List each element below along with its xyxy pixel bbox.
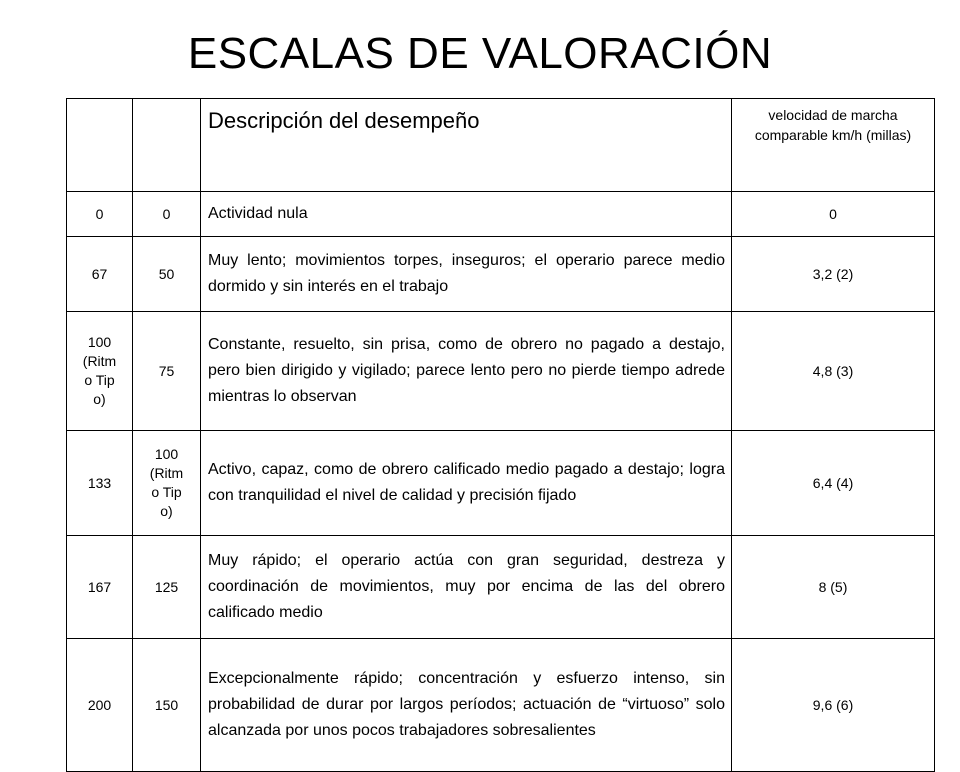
- header-cell-speed: velocidad de marcha comparable km/h (millas): [732, 99, 935, 192]
- table-row: [67, 237, 935, 312]
- cell-scale-a-text: 100 (Ritmo Tipo): [82, 334, 117, 407]
- cell-speed: 4,8 (3): [732, 312, 935, 431]
- cell-scale-a: 0: [67, 192, 133, 237]
- cell-description: Excepcionalmente rápido; concentración y esfuerzo intenso, sin probabilidad de durar por largos períodos; actuación de “virtuoso” solo alcanzada por unos pocos trabajadores sobresalientes: [201, 639, 732, 772]
- header-cell-scale-b: [133, 99, 201, 192]
- cell-description: Constante, resuelto, sin prisa, como de obrero no pagado a destajo, pero bien dirigido y vigilado; parece lento pero no pierde tiempo adrede mientras lo observan: [201, 312, 732, 431]
- table-row: [67, 312, 935, 431]
- cell-speed: 9,6 (6): [732, 639, 935, 772]
- header-cell-description: Descripción del desempeño: [201, 99, 732, 192]
- rating-scale-table: [66, 98, 935, 772]
- cell-speed: 0: [732, 192, 935, 237]
- cell-scale-b: 75: [133, 312, 201, 431]
- cell-description: Actividad nula: [201, 192, 732, 237]
- table-header-row: [67, 99, 935, 192]
- cell-scale-b: 150: [133, 639, 201, 772]
- cell-scale-b: 125: [133, 536, 201, 639]
- table-row: [67, 536, 935, 639]
- cell-scale-b-text: 100 (Ritmo Tipo): [149, 446, 184, 519]
- cell-speed: 3,2 (2): [732, 237, 935, 312]
- cell-speed: 8 (5): [732, 536, 935, 639]
- table-row: [67, 639, 935, 772]
- cell-scale-a: 167: [67, 536, 133, 639]
- cell-description: Muy lento; movimientos torpes, inseguros; el operario parece medio dormido y sin interés en el trabajo: [201, 237, 732, 312]
- table-row: [67, 431, 935, 536]
- cell-description: Muy rápido; el operario actúa con gran seguridad, destreza y coordinación de movimientos, muy por encima de las del obrero calificado medio: [201, 536, 732, 639]
- cell-speed: 6,4 (4): [732, 431, 935, 536]
- cell-scale-a: 200: [67, 639, 133, 772]
- page-title: ESCALAS DE VALORACIÓN: [187, 29, 773, 78]
- cell-scale-b: [133, 431, 201, 536]
- cell-scale-b: 0: [133, 192, 201, 237]
- cell-scale-a: 133: [67, 431, 133, 536]
- header-cell-scale-a: [67, 99, 133, 192]
- table-row: [67, 192, 935, 237]
- cell-scale-a: [67, 312, 133, 431]
- cell-description: Activo, capaz, como de obrero calificado medio pagado a destajo; logra con tranquilidad el nivel de calidad y precisión fijado: [201, 431, 732, 536]
- cell-scale-a: 67: [67, 237, 133, 312]
- cell-scale-b: 50: [133, 237, 201, 312]
